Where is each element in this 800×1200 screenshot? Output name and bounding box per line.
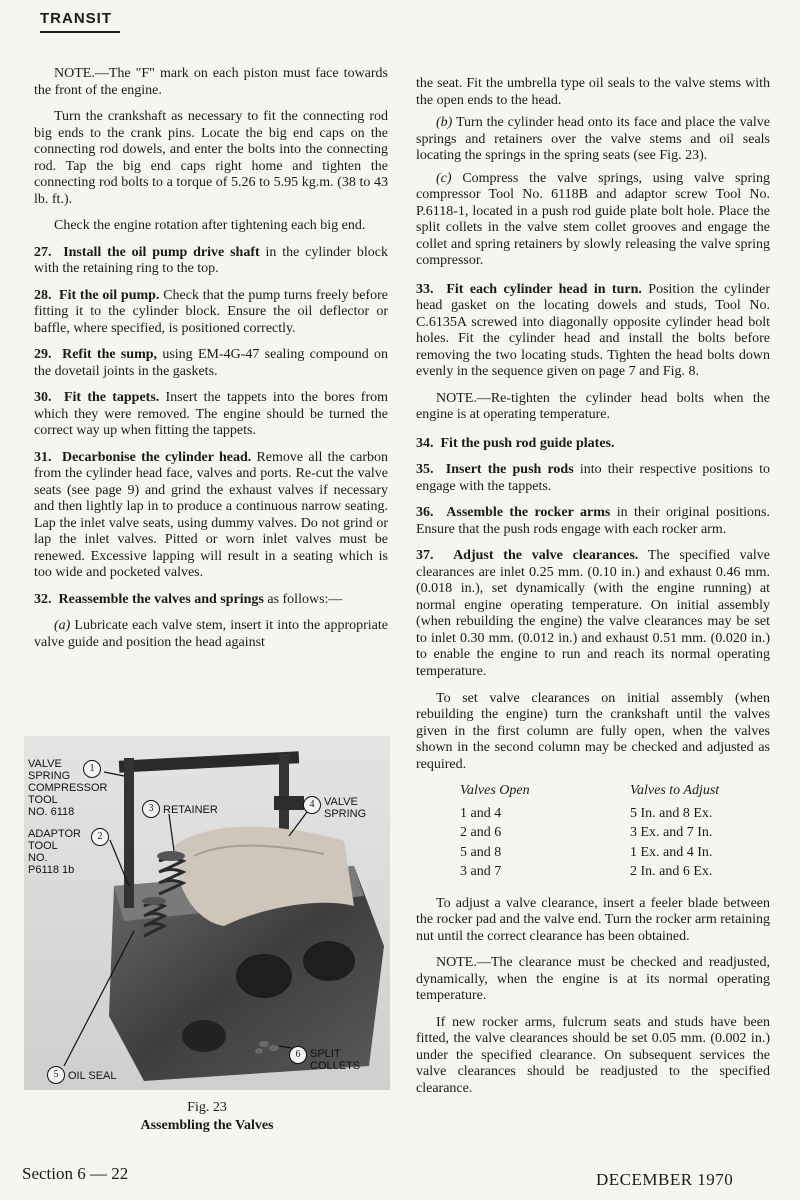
step-36 bbox=[416, 505, 770, 538]
paragraph-crankshaft: Turn the crankshaft as necessary to fit the connecting rod big ends to the crank pins. Locate the big end caps on the connecting rod dowels, and enter the bolts into the connecting rod. Tap the big end caps right home and tighten the connecting rod bolts to a torque of 5.26 to 5.95 kg.m. (38 to 43 lb. ft.). bbox=[34, 109, 388, 207]
step-33-title: Fit each cylinder head in turn. bbox=[446, 281, 642, 297]
step-32a-text: Lubricate each valve stem, insert it into the appropriate valve guide and position the head against bbox=[34, 618, 388, 650]
note-retighten: NOTE.—Re-tighten the cylinder head bolts when the engine is at operating temperature. bbox=[416, 390, 770, 423]
table-cell: 3 and 7 bbox=[460, 864, 502, 880]
callout-1-number: 1 bbox=[83, 760, 101, 778]
table-header-valves-open: Valves Open bbox=[460, 783, 530, 799]
table-cell: 3 Ex. and 7 In. bbox=[630, 825, 713, 841]
paragraph-check-rotation: Check the engine rotation after tightening each big end. bbox=[54, 218, 366, 234]
figure-title: Assembling the Valves bbox=[140, 1117, 274, 1133]
step-32b bbox=[416, 115, 770, 165]
step-32-number: 32. bbox=[34, 591, 52, 607]
callout-6 bbox=[310, 1048, 360, 1072]
figure-23-photo bbox=[24, 736, 390, 1090]
callout-4-label: VALVE SPRING bbox=[324, 796, 367, 821]
step-34 bbox=[416, 436, 770, 453]
step-29 bbox=[34, 347, 388, 380]
paragraph-new-rocker: If new rocker arms, fulcrum seats and studs have been fitted, the valve clearances should be set 0.05 mm. (0.002 in.) under the specified clearance. On subsequent services the valve clearances should be readjusted to the specified clearance. bbox=[416, 1014, 770, 1096]
step-34-title: Fit the push rod guide plates. bbox=[440, 435, 615, 451]
step-27-number: 27. bbox=[34, 244, 52, 260]
step-28-number: 28. bbox=[34, 287, 52, 303]
step-36-text: in their original positions. Ensure that the push rods engage with each rocker arm. bbox=[416, 505, 770, 537]
figure-number: Fig. 23 bbox=[187, 1100, 227, 1115]
step-29-title: Refit the sump, bbox=[62, 347, 158, 363]
callout-4-number: 4 bbox=[303, 796, 321, 814]
step-37-title: Adjust the valve clearances. bbox=[453, 548, 639, 564]
step-37 bbox=[416, 548, 770, 680]
step-27-text: in the cylinder block with the retaining ring to the top. bbox=[34, 244, 388, 277]
right-column bbox=[416, 76, 770, 1107]
step-32c bbox=[416, 171, 770, 270]
step-37-text: The specified valve clearances are inlet 0.25 mm. (0.10 in.) and exhaust 0.46 mm. (0.018 in.), set dynamically (with the engine running) at normal engine operating temperature. On initial assembly (when rebuilding the engine) the valve clearances may be set to inlet 0.30 mm. (0.012 in.) and exhaust 0.51 mm. (0.020 in.) to enable the engine to run and reach its normal operating temperature. bbox=[416, 548, 770, 679]
step-31-title: Decarbonise the cylinder head. bbox=[61, 449, 252, 465]
step-36-title: Assemble the rocker arms bbox=[446, 505, 611, 521]
step-37-number: 37. bbox=[416, 548, 434, 564]
step-30-text: Insert the tappets into the bores from which they were removed. The engine should be turned the correct way up when fitting the tappets. bbox=[34, 390, 389, 439]
step-33-number: 33. bbox=[416, 281, 434, 297]
callout-5-number: 5 bbox=[47, 1066, 65, 1084]
callout-4-marker bbox=[300, 796, 324, 814]
step-30-number: 30. bbox=[34, 390, 52, 406]
paragraph-adjust: To adjust a valve clearance, insert a feeler blade between the rocker pad and the valve end. Turn the rocker arm retaining nut until the correct clearance has been obtained. bbox=[416, 895, 770, 944]
callout-3-label: RETAINER bbox=[163, 804, 218, 816]
table-header-valves-to-adjust: Valves to Adjust bbox=[630, 783, 720, 799]
callout-1-label: VALVE SPRING COMPRESSOR TOOL NO. 6118 bbox=[28, 758, 108, 819]
step-32a bbox=[34, 618, 388, 651]
table-cell: 2 In. and 6 Ex. bbox=[630, 864, 713, 880]
callout-3 bbox=[139, 800, 218, 818]
table-header-row bbox=[446, 783, 766, 806]
callout-5 bbox=[44, 1066, 117, 1084]
note-dynamic: NOTE.—The clearance must be checked and readjusted, dynamically, when the engine is at its normal operating temperature. bbox=[416, 955, 770, 1004]
callout-2 bbox=[28, 828, 81, 876]
step-30 bbox=[34, 390, 388, 440]
callout-5-label: OIL SEAL bbox=[68, 1070, 117, 1082]
step-32b-label: (b) bbox=[436, 115, 453, 131]
step-32b-text: Turn the cylinder head onto its face and place the valve springs and retainers over the valve stems and oil seals locating the springs in the spring seats (see Fig. 23). bbox=[416, 115, 770, 164]
footer-date: DECEMBER 1970 bbox=[596, 1170, 734, 1189]
paragraph-initial-assembly: To set valve clearances on initial assembly (when rebuilding the engine) turn the crankshaft until the valves given in the first column are fully open, when the valves shown in the second column may be checked and adjusted as required. bbox=[416, 690, 770, 772]
table-row bbox=[446, 825, 766, 845]
callout-1-marker bbox=[80, 760, 104, 778]
callout-3-number: 3 bbox=[142, 800, 160, 818]
table-row bbox=[446, 806, 766, 826]
step-33-text: Position the cylinder head gasket on the locating dowels and studs, Tool No. C.6135A screwed into diagonally opposite cylinder head bolt holes. Fit the cylinder head and install the bolts before removing the two locating studs. Tighten the head bolts down evenly in the sequence given on page 7 and Fig. 8. bbox=[416, 281, 770, 380]
table-cell: 5 and 8 bbox=[460, 844, 502, 860]
header-underline bbox=[40, 31, 120, 33]
callout-6-number: 6 bbox=[289, 1046, 307, 1064]
step-34-number: 34. bbox=[416, 435, 434, 451]
step-28-title: Fit the oil pump. bbox=[59, 287, 160, 303]
step-33 bbox=[416, 282, 770, 381]
table-cell: 5 In. and 8 Ex. bbox=[630, 805, 713, 821]
callout-2-number: 2 bbox=[91, 828, 109, 846]
step-28-text: Check that the pump turns freely before fitting it to the cylinder block. Ensure the oil deflector or baffle, where specified, is positioned correctly. bbox=[34, 287, 388, 336]
table-cell: 1 and 4 bbox=[460, 805, 502, 821]
step-32-text: as follows:— bbox=[263, 591, 343, 607]
table-cell: 1 Ex. and 4 In. bbox=[630, 844, 713, 860]
step-36-number: 36. bbox=[416, 505, 434, 521]
callout-6-marker bbox=[286, 1046, 310, 1064]
step-27 bbox=[34, 245, 388, 278]
left-column bbox=[34, 66, 388, 657]
step-29-text: using EM-4G-47 sealing compound on the dovetail joints in the gaskets. bbox=[34, 347, 389, 379]
step-31-text: Remove all the carbon from the cylinder head face, valves and ports. Re-cut the valve seats (see page 9) and grind the exhaust valves if necessary and then lightly lap in to produce a continuous narrow seating. Lap the inlet valve seats, using dummy valves. Do not grind or lap the inlet valves. Pitted or worn inlet valves must be renewed. Excessive lapping will result in a seating which is too wide and pocketed valves. bbox=[34, 449, 388, 581]
callout-6-label: SPLIT COLLETS bbox=[310, 1048, 361, 1073]
step-32 bbox=[34, 592, 388, 609]
step-28 bbox=[34, 288, 388, 338]
step-32c-text: Compress the valve springs, using valve spring compressor Tool No. 6118B and adaptor screw Tool No. P.6118-1, located in a push rod guide plate bolt hole. Place the split collets in the valve stem collet grooves and engage the collet and spring retainers by slowly releasing the valve spring compressor. bbox=[416, 170, 770, 269]
step-35-number: 35. bbox=[416, 462, 434, 478]
callout-4 bbox=[324, 796, 366, 820]
footer-section: Section 6 — 22 bbox=[22, 1164, 129, 1183]
note-f-mark: NOTE.—The "F" mark on each piston must face towards the front of the engine. bbox=[34, 66, 388, 98]
step-35 bbox=[416, 462, 770, 495]
valve-adjust-table bbox=[446, 783, 766, 884]
step-32a-label: (a) bbox=[54, 618, 71, 634]
callout-2-label: ADAPTOR TOOL NO. P6118 1b bbox=[28, 828, 81, 877]
table-row bbox=[446, 864, 766, 884]
table-row bbox=[446, 845, 766, 865]
figure-caption bbox=[24, 1099, 390, 1134]
step-35-text: into their respective positions to engage with the tappets. bbox=[416, 462, 771, 494]
step-31 bbox=[34, 450, 388, 582]
step-29-number: 29. bbox=[34, 347, 52, 363]
step-32c-label: (c) bbox=[436, 170, 452, 186]
page-header: TRANSIT bbox=[40, 10, 112, 27]
step-31-number: 31. bbox=[34, 449, 52, 465]
step-32-title: Reassemble the valves and springs bbox=[58, 591, 264, 607]
step-35-title: Insert the push rods bbox=[445, 462, 574, 478]
step-32a-continued: the seat. Fit the umbrella type oil seals to the valve stems with the open ends to the head. bbox=[416, 76, 770, 108]
table-cell: 2 and 6 bbox=[460, 825, 502, 841]
callout-2-marker bbox=[88, 828, 112, 846]
step-30-title: Fit the tappets. bbox=[63, 390, 160, 406]
step-27-title: Install the oil pump drive shaft bbox=[63, 244, 260, 260]
